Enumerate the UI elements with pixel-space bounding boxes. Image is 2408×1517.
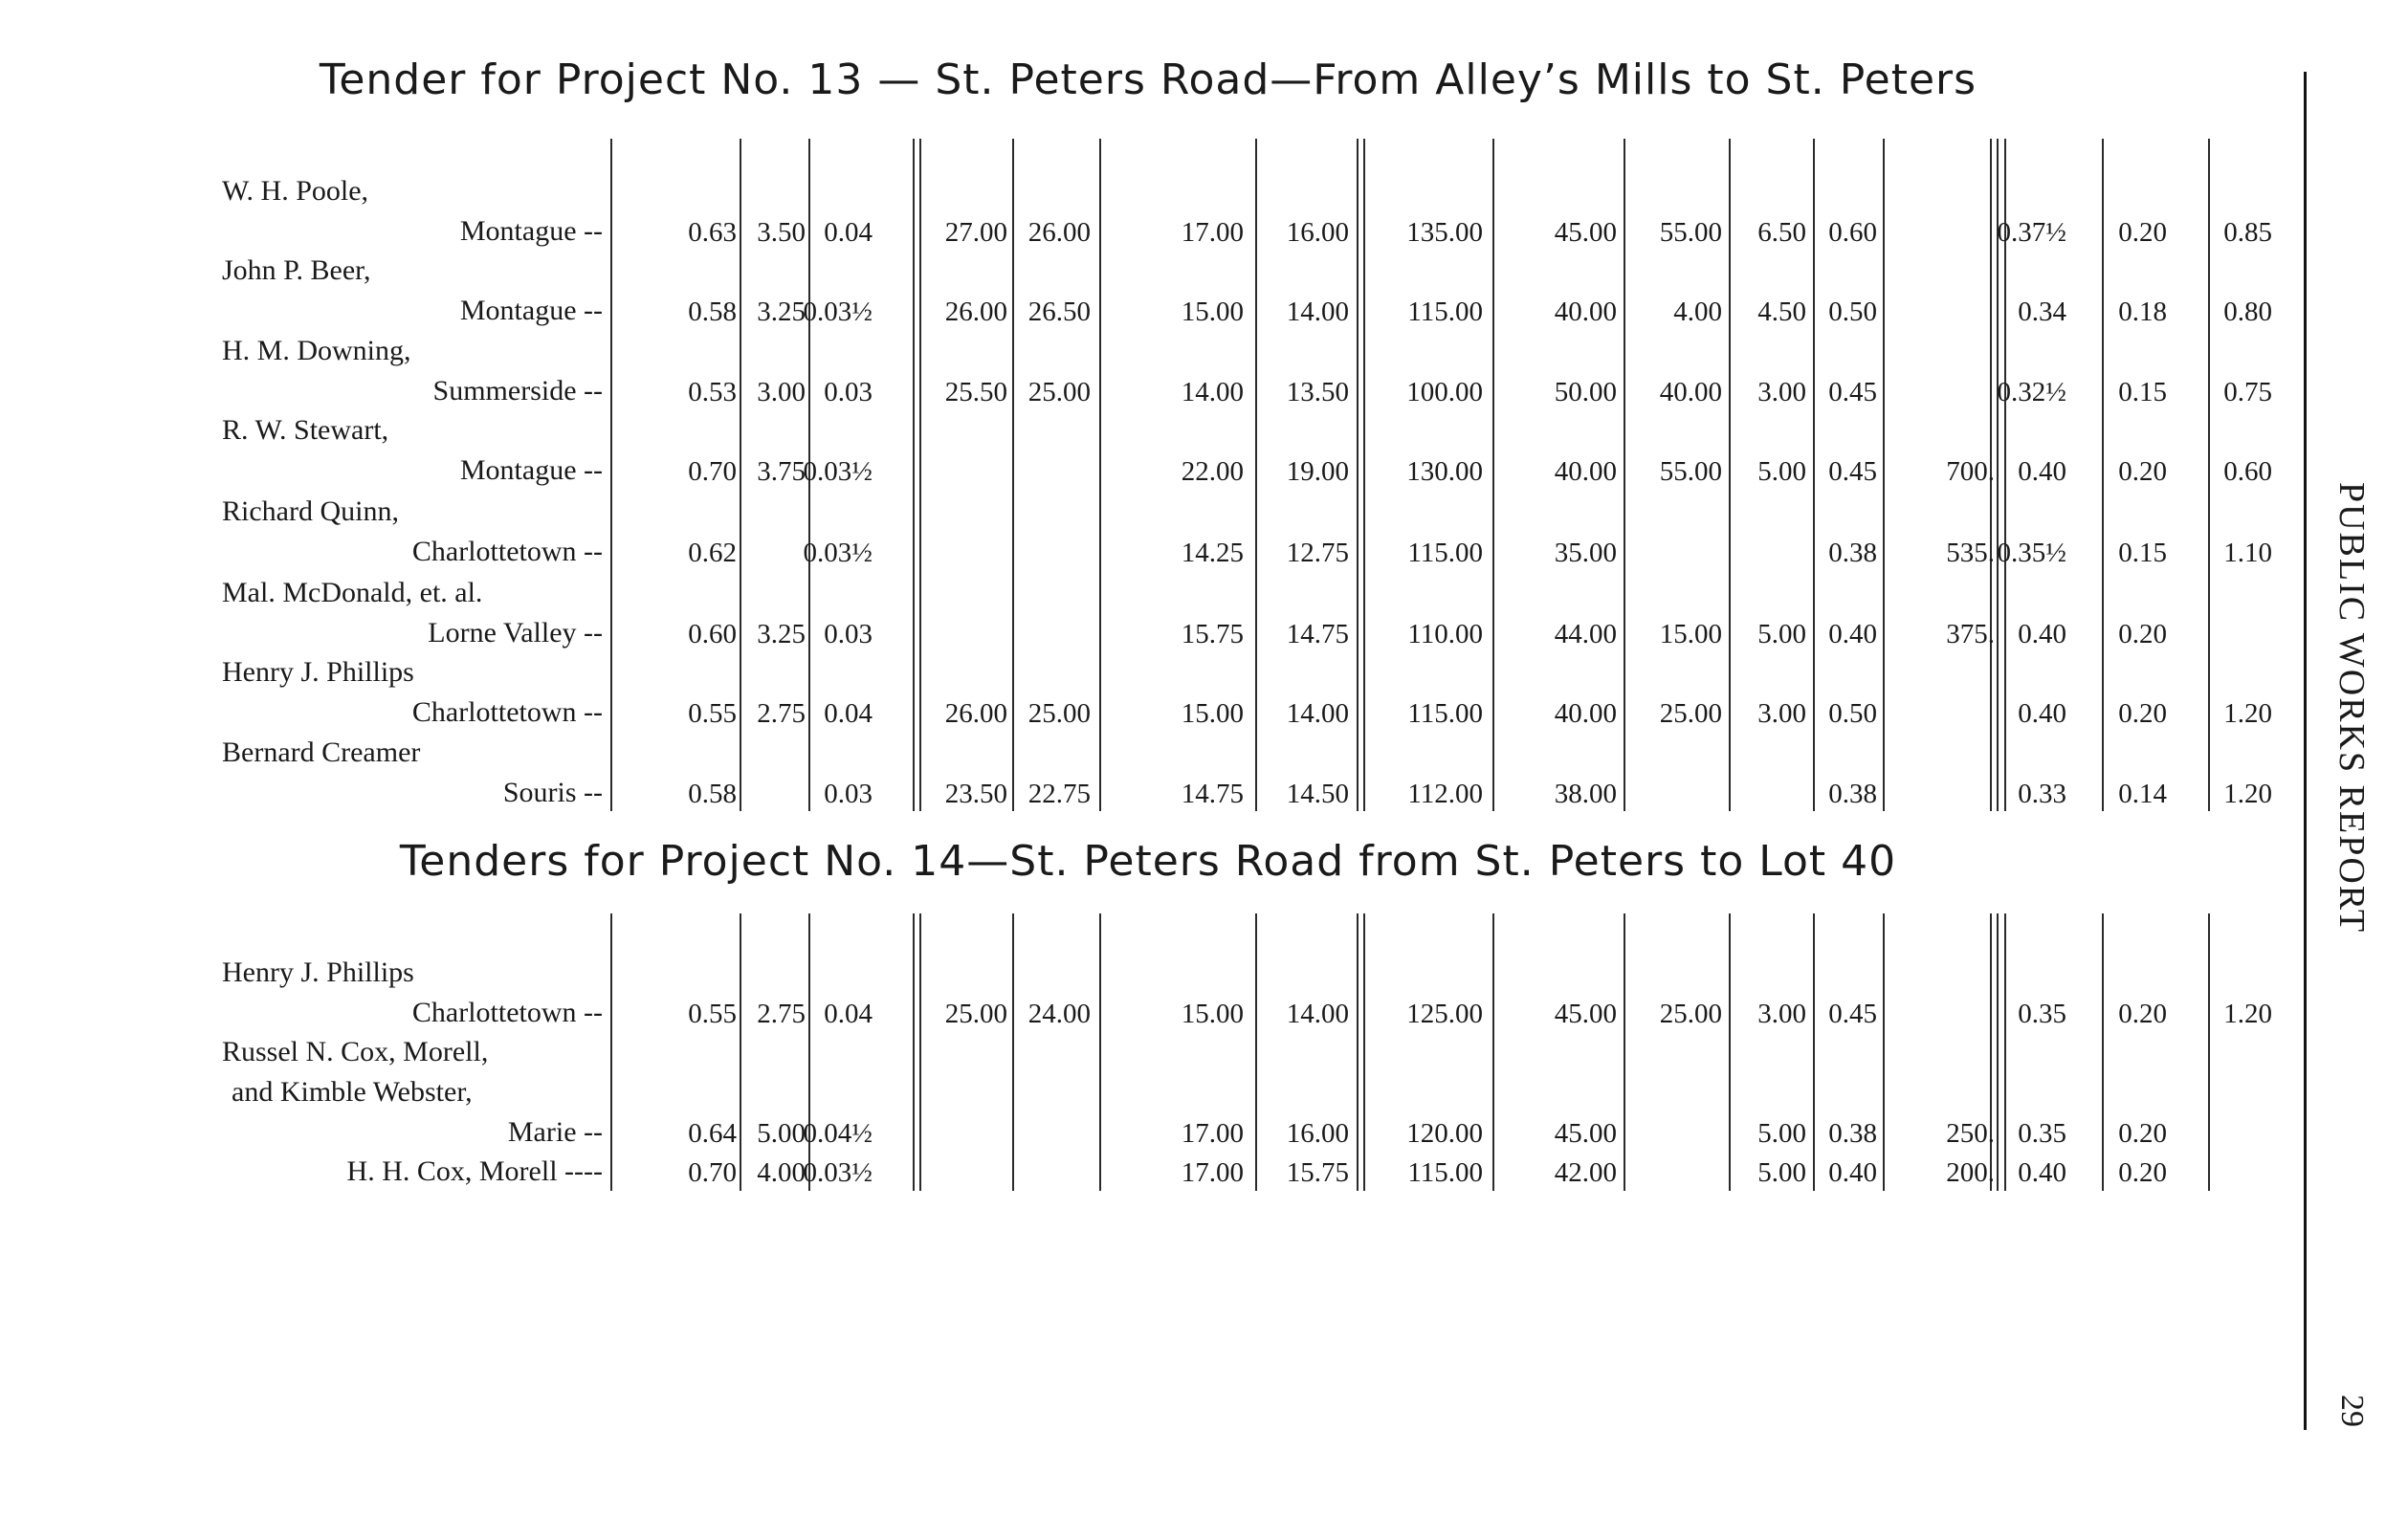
price-cell: 0.20: [2118, 999, 2167, 1029]
price-cell: 0.60: [1828, 217, 1877, 248]
price-cell: 5.00: [1757, 1157, 1806, 1188]
bidder-location: Summerside --: [432, 375, 603, 407]
price-cell: 40.00: [1554, 456, 1617, 487]
price-cell: 14.75: [1286, 619, 1349, 649]
price-cell: 17.00: [1181, 217, 1244, 248]
price-cell: 15.00: [1659, 619, 1722, 649]
price-cell: 1.10: [2223, 538, 2272, 568]
price-cell: 0.40: [2018, 619, 2066, 649]
price-cell: 15.00: [1181, 999, 1244, 1029]
price-cell: 0.40: [1828, 619, 1877, 649]
price-cell: 135.00: [1406, 217, 1483, 248]
price-cell: 120.00: [1406, 1118, 1483, 1149]
table-14-title: Tenders for Project No. 14—St. Peters Road from St. Peters to Lot 40: [399, 837, 1897, 886]
price-cell: 110.00: [1407, 619, 1483, 649]
price-cell: 1.20: [2223, 698, 2272, 729]
price-cell: 112.00: [1407, 779, 1483, 809]
price-cell: 0.35½: [1997, 538, 2066, 568]
bidder-name: Henry J. Phillips: [222, 656, 414, 688]
column-rule: [913, 913, 915, 1191]
price-cell: 40.00: [1554, 698, 1617, 729]
price-cell: 6.50: [1757, 217, 1806, 248]
price-cell: 0.85: [2223, 217, 2272, 248]
price-cell: 4.00: [757, 1157, 806, 1188]
price-cell: 14.00: [1286, 698, 1349, 729]
price-cell: 0.38: [1828, 1118, 1877, 1149]
price-cell: 5.00: [1757, 1118, 1806, 1149]
page-number-text: 29: [2334, 1395, 2370, 1427]
price-cell: 15.00: [1181, 698, 1244, 729]
price-cell: 0.03½: [803, 297, 873, 327]
price-cell: 0.58: [688, 297, 737, 327]
price-cell: 0.45: [1828, 456, 1877, 487]
bidder-name: R. W. Stewart,: [222, 414, 389, 446]
price-cell: 45.00: [1554, 999, 1617, 1029]
bidder-location: Charlottetown --: [411, 997, 603, 1028]
price-cell: 3.25: [757, 297, 806, 327]
price-cell: 0.50: [1828, 297, 1877, 327]
price-cell: 0.18: [2118, 297, 2167, 327]
price-cell: 25.00: [944, 999, 1007, 1029]
bidder-name-cont: and Kimble Webster,: [232, 1076, 473, 1108]
margin-rule: [2304, 72, 2307, 1430]
bidder-name: Mal. McDonald, et. al.: [222, 577, 483, 608]
price-cell: 5.00: [1757, 619, 1806, 649]
price-cell: 0.33: [2018, 779, 2066, 809]
price-cell: 35.00: [1554, 538, 1617, 568]
price-cell: 0.70: [688, 1157, 737, 1188]
price-cell: 100.00: [1406, 377, 1483, 407]
price-cell: 14.00: [1286, 999, 1349, 1029]
price-cell: 115.00: [1407, 698, 1483, 729]
price-cell: 125.00: [1406, 999, 1483, 1029]
price-cell: 0.38: [1828, 538, 1877, 568]
price-cell: 0.45: [1828, 999, 1877, 1029]
price-cell: 0.35: [2018, 1118, 2066, 1149]
price-cell: 0.20: [2118, 619, 2167, 649]
price-cell: 0.03½: [803, 1157, 873, 1188]
bidder-name: W. H. Poole,: [222, 175, 369, 207]
price-cell: 0.03½: [803, 456, 873, 487]
price-cell: 0.58: [688, 779, 737, 809]
price-cell: 0.15: [2118, 377, 2167, 407]
price-cell: 16.00: [1286, 1118, 1349, 1149]
price-cell: 3.00: [1757, 999, 1806, 1029]
price-cell: 14.25: [1181, 538, 1244, 568]
price-cell: 3.00: [1757, 698, 1806, 729]
price-cell: 50.00: [1554, 377, 1617, 407]
price-cell: 0.50: [1828, 698, 1877, 729]
column-rule: [1012, 913, 1014, 1191]
price-cell: 5.00: [1757, 456, 1806, 487]
price-cell: 0.70: [688, 456, 737, 487]
bidder-name: Russel N. Cox, Morell,: [222, 1036, 489, 1067]
price-cell: 0.20: [2118, 217, 2167, 248]
bidder-location: Charlottetown --: [411, 536, 603, 567]
price-cell: 2.75: [757, 698, 806, 729]
price-cell: 14.50: [1286, 779, 1349, 809]
price-cell: 375.: [1946, 619, 1995, 649]
price-cell: 3.75: [757, 456, 806, 487]
bidder-location: Montague --: [459, 454, 603, 486]
price-cell: 25.00: [1027, 377, 1091, 407]
price-cell: 250.: [1946, 1118, 1995, 1149]
price-cell: 0.04: [824, 217, 873, 248]
price-cell: 15.00: [1181, 297, 1244, 327]
price-cell: 55.00: [1659, 217, 1722, 248]
price-cell: 0.35: [2018, 999, 2066, 1029]
column-rule: [1099, 913, 1101, 1191]
price-cell: 45.00: [1554, 217, 1617, 248]
price-cell: 0.20: [2118, 1157, 2167, 1188]
price-cell: 0.55: [688, 698, 737, 729]
side-title-text: PUBLIC WORKS REPORT: [2331, 481, 2372, 934]
price-cell: 0.40: [2018, 1157, 2066, 1188]
price-cell: 40.00: [1554, 297, 1617, 327]
price-cell: 0.40: [1828, 1157, 1877, 1188]
price-cell: 115.00: [1407, 1157, 1483, 1188]
price-cell: 0.03: [824, 619, 873, 649]
price-cell: 0.53: [688, 377, 737, 407]
price-cell: 40.00: [1659, 377, 1722, 407]
price-cell: 27.00: [944, 217, 1007, 248]
price-cell: 0.45: [1828, 377, 1877, 407]
price-cell: 16.00: [1286, 217, 1349, 248]
price-cell: 0.15: [2118, 538, 2167, 568]
price-cell: 38.00: [1554, 779, 1617, 809]
price-cell: 130.00: [1406, 456, 1483, 487]
price-cell: 0.20: [2118, 456, 2167, 487]
price-cell: 14.00: [1181, 377, 1244, 407]
price-cell: 22.00: [1181, 456, 1244, 487]
price-cell: 700.: [1946, 456, 1995, 487]
price-cell: 19.00: [1286, 456, 1349, 487]
bidder-location: Montague --: [459, 295, 603, 326]
column-rule: [2208, 913, 2210, 1191]
price-cell: 115.00: [1407, 297, 1483, 327]
price-cell: 0.40: [2018, 456, 2066, 487]
bidder-location: Souris --: [502, 777, 603, 808]
price-cell: 13.50: [1286, 377, 1349, 407]
bidder-location: H. H. Cox, Morell ----: [346, 1155, 603, 1187]
price-cell: 0.03: [824, 377, 873, 407]
price-cell: 0.14: [2118, 779, 2167, 809]
price-cell: 0.37½: [1997, 217, 2066, 248]
price-cell: 0.20: [2118, 1118, 2167, 1149]
price-cell: 0.04: [824, 999, 873, 1029]
price-cell: 0.63: [688, 217, 737, 248]
bidder-location: Charlottetown --: [411, 696, 603, 728]
price-cell: 3.25: [757, 619, 806, 649]
price-cell: 0.75: [2223, 377, 2272, 407]
price-cell: 17.00: [1181, 1118, 1244, 1149]
price-cell: 45.00: [1554, 1118, 1617, 1149]
price-cell: 0.62: [688, 538, 737, 568]
price-cell: 26.00: [1027, 217, 1091, 248]
price-cell: 26.00: [944, 698, 1007, 729]
price-cell: 0.04: [824, 698, 873, 729]
price-cell: 3.00: [757, 377, 806, 407]
price-cell: 0.60: [2223, 456, 2272, 487]
price-cell: 26.00: [944, 297, 1007, 327]
price-cell: 3.00: [1757, 377, 1806, 407]
price-cell: 0.20: [2118, 698, 2167, 729]
price-cell: 26.50: [1027, 297, 1091, 327]
bidder-name: H. M. Downing,: [222, 335, 411, 366]
price-cell: 0.60: [688, 619, 737, 649]
price-cell: 25.00: [1027, 698, 1091, 729]
price-cell: 12.75: [1286, 538, 1349, 568]
price-cell: 0.04½: [803, 1118, 873, 1149]
price-cell: 14.75: [1181, 779, 1244, 809]
price-cell: 1.20: [2223, 779, 2272, 809]
price-cell: 15.75: [1181, 619, 1244, 649]
price-cell: 0.38: [1828, 779, 1877, 809]
price-cell: 0.32½: [1997, 377, 2066, 407]
price-cell: 25.00: [1659, 698, 1722, 729]
bidder-name: Richard Quinn,: [222, 495, 399, 527]
column-rule: [1099, 139, 1101, 811]
column-rule: [1624, 913, 1625, 1191]
bidder-name: John P. Beer,: [222, 254, 371, 286]
price-cell: 0.40: [2018, 698, 2066, 729]
price-cell: 200.: [1946, 1157, 1995, 1188]
price-cell: 25.00: [1659, 999, 1722, 1029]
price-cell: 23.50: [944, 779, 1007, 809]
price-cell: 42.00: [1554, 1157, 1617, 1188]
price-cell: 44.00: [1554, 619, 1617, 649]
price-cell: 24.00: [1027, 999, 1091, 1029]
bidder-location: Lorne Valley --: [428, 617, 603, 649]
price-cell: 535.: [1946, 538, 1995, 568]
price-cell: 4.00: [1673, 297, 1722, 327]
price-cell: 15.75: [1286, 1157, 1349, 1188]
price-cell: 0.64: [688, 1118, 737, 1149]
price-cell: 1.20: [2223, 999, 2272, 1029]
price-cell: 0.55: [688, 999, 737, 1029]
price-cell: 0.03: [824, 779, 873, 809]
column-rule: [919, 913, 921, 1191]
price-cell: 55.00: [1659, 456, 1722, 487]
price-cell: 14.00: [1286, 297, 1349, 327]
bidder-name: Henry J. Phillips: [222, 956, 414, 988]
bidder-name: Bernard Creamer: [222, 737, 421, 768]
bidder-location: Marie --: [507, 1116, 603, 1148]
table-13-title: Tender for Project No. 13 — St. Peters Road—From Alley’s Mills to St. Peters: [319, 55, 1977, 104]
bidder-location: Montague --: [459, 215, 603, 247]
price-cell: 0.80: [2223, 297, 2272, 327]
price-cell: 0.34: [2018, 297, 2066, 327]
price-cell: 4.50: [1757, 297, 1806, 327]
price-cell: 3.50: [757, 217, 806, 248]
price-cell: 25.50: [944, 377, 1007, 407]
price-cell: 0.03½: [803, 538, 873, 568]
price-cell: 22.75: [1027, 779, 1091, 809]
price-cell: 17.00: [1181, 1157, 1244, 1188]
price-cell: 115.00: [1407, 538, 1483, 568]
price-cell: 5.00: [757, 1118, 806, 1149]
price-cell: 2.75: [757, 999, 806, 1029]
